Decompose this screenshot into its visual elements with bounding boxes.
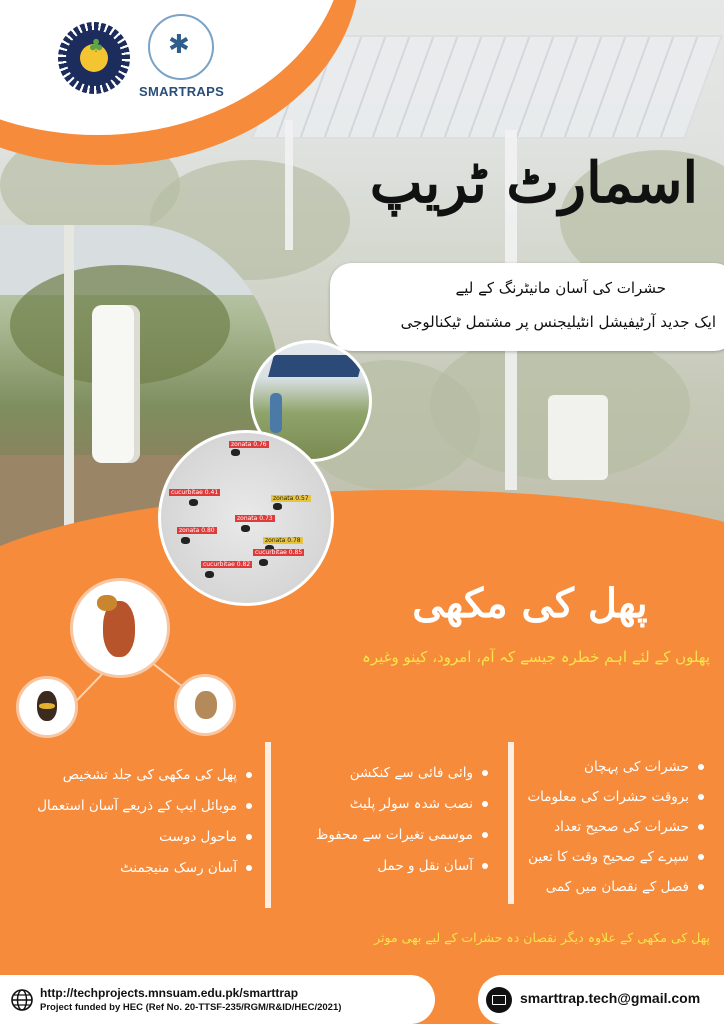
features-left-list xyxy=(37,760,252,884)
subtitle-line-2: ایک جدید آرٹیفیشل انٹیلیجنس پر مشتمل ٹیکنالوجی xyxy=(400,313,716,331)
funding-text: Project funded by HEC (Ref No. 20-TTSF-235/RGM/R&ID/HEC/2021) xyxy=(40,1002,342,1013)
list-item: موسمی تغیرات سے محفوظ xyxy=(316,820,488,851)
list-item: موبائل ایپ کے ذریعے آسان استعمال xyxy=(37,791,252,822)
globe-icon xyxy=(11,989,33,1011)
list-item: حشرات کی پہچان xyxy=(527,752,704,782)
fruit-fly-photo-large xyxy=(70,578,170,678)
trap-device xyxy=(92,305,140,463)
detection-label: zonata 0.80 xyxy=(179,527,215,534)
list-item: نصب شدہ سولر پلیٹ xyxy=(316,789,488,820)
detection-label: cucurbitae 0.41 xyxy=(171,489,219,496)
fruit-fly-photo-small-right xyxy=(174,674,236,736)
poster-title: اسمارٹ ٹریپ xyxy=(369,150,698,216)
features-middle-list xyxy=(316,758,488,882)
list-item: بروقت حشرات کی معلومات xyxy=(527,782,704,812)
detection-label: zonata 0.78 xyxy=(265,537,301,544)
list-item: ماحول دوست xyxy=(37,822,252,853)
list-item: حشرات کی صحیح تعداد xyxy=(527,812,704,842)
divider xyxy=(265,742,271,908)
divider xyxy=(508,742,514,904)
smartraps-logo-text: SMARTRAPS xyxy=(139,84,225,99)
smartraps-logo xyxy=(148,14,214,80)
detection-label: zonata 0.57 xyxy=(273,495,309,502)
list-item: پھل کی مکھی کی جلد تشخیص xyxy=(37,760,252,791)
detection-label: cucurbitae 0.85 xyxy=(255,549,303,556)
list-item: آسان رسک منیجمنٹ xyxy=(37,853,252,884)
section-heading: پھل کی مکھی xyxy=(412,580,648,627)
website-link[interactable]: http://techprojects.mnsuam.edu.pk/smarttrap xyxy=(40,986,299,1000)
list-item: وائی فائی سے کنکشن xyxy=(316,758,488,789)
detection-label: cucurbitae 0.82 xyxy=(203,561,251,568)
detection-image xyxy=(158,430,334,606)
subtitle-box xyxy=(330,263,724,351)
mail-icon xyxy=(486,987,512,1013)
list-item: فصل کے نقصان میں کمی xyxy=(527,872,704,902)
list-item: سپرے کے صحیح وقت کا تعین xyxy=(527,842,704,872)
list-item: آسان نقل و حمل xyxy=(316,851,488,882)
effectiveness-note: پھل کی مکھی کے علاوہ دیگر نقصان دہ حشرات کے لیے بھی موثر xyxy=(374,930,710,945)
features-right-list xyxy=(527,752,704,902)
bee-icon: ✱ xyxy=(168,30,190,60)
subtitle-line-1: حشرات کی آسان مانیٹرنگ کے لیے xyxy=(455,279,666,297)
fruit-fly-photo-small-left xyxy=(16,676,78,738)
email-link[interactable]: smarttrap.tech@gmail.com xyxy=(520,990,701,1006)
section-tagline: پھلوں کے لئے اہم خطرہ جیسے کہ آم، امرود، کینو وغیرہ xyxy=(362,648,710,666)
detection-label: zonata 0.76 xyxy=(231,441,267,448)
detection-label: zonata 0.73 xyxy=(237,515,273,522)
university-logo: ♣ xyxy=(58,22,130,94)
